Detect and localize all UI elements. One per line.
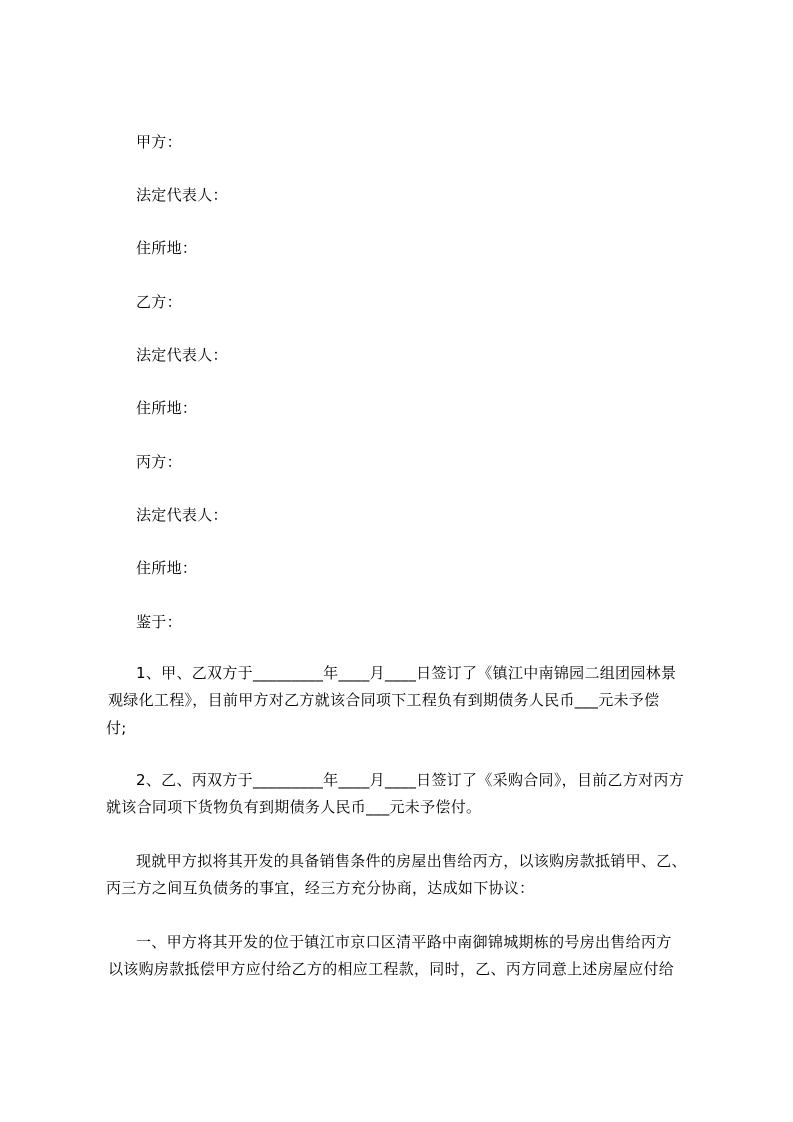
party-b-representative-label: 法定代表人： — [136, 346, 228, 364]
recital-2-line-2: 就该合同项下货物负有到期债务人民币___元未予偿付。 — [106, 798, 482, 816]
party-b-label: 乙方： — [136, 293, 182, 311]
intro-line-1: 现就甲方拟将其开发的具备销售条件的房屋出售给丙方，以该购房款抵销甲、乙、 — [136, 852, 687, 870]
clause-1-line-2: 以该购房款抵偿甲方应付给乙方的相应工程款，同时，乙、丙方同意上述房屋应付给 — [108, 960, 675, 978]
party-b-address-label: 住所地： — [136, 399, 198, 417]
party-c-address-label: 住所地： — [136, 559, 198, 577]
clause-1-line-1: 一、甲方将其开发的位于镇江市京口区清平路中南御锦城期栋的号房出售给丙方 — [136, 933, 672, 951]
recital-2-line-1: 2、乙、丙双方于_________年____月____日签订了《采购合同》，目前乙方对丙方 — [136, 771, 685, 789]
recital-1-line-3: 付; — [106, 719, 127, 737]
party-c-label: 丙方： — [136, 453, 182, 471]
recital-1-line-2: 观绿化工程》，目前甲方对乙方就该合同项下工程负有到期债务人民币___元未予偿 — [108, 691, 660, 709]
party-a-address-label: 住所地： — [136, 239, 198, 257]
party-a-representative-label: 法定代表人： — [136, 186, 228, 204]
party-a-label: 甲方： — [136, 133, 182, 151]
recital-heading: 鉴于： — [136, 613, 182, 631]
recital-1-line-1: 1、甲、乙双方于_________年____月____日签订了《镇江中南锦园二组团园林景 — [136, 664, 677, 682]
intro-line-2: 丙三方之间互负债务的事宜，经三方充分协商，达成如下协议： — [106, 879, 535, 897]
party-c-representative-label: 法定代表人： — [136, 506, 228, 524]
